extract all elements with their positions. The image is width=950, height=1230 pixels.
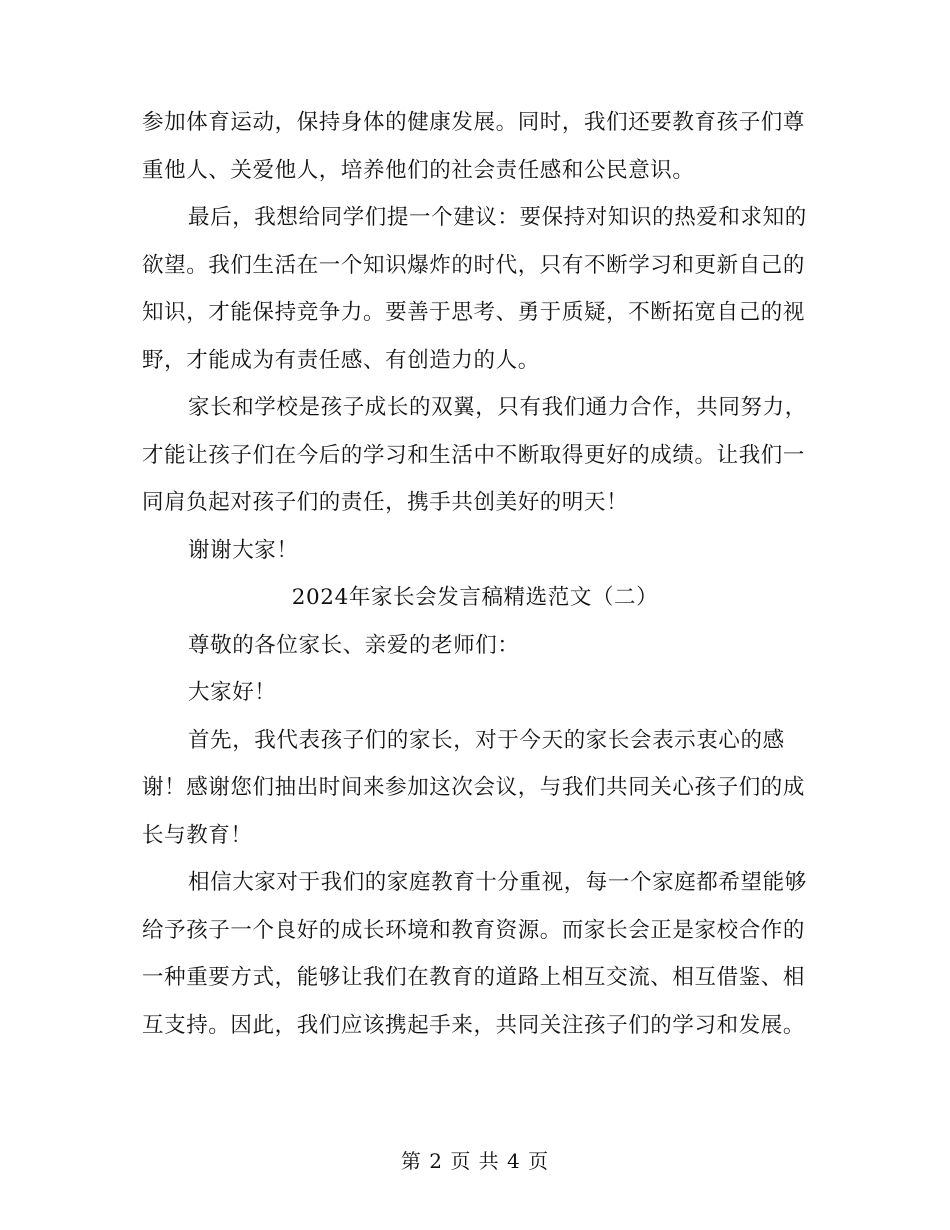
text-line: 首先，我代表孩子们的家长，对于今天的家长会表示衷心的感 [188, 727, 785, 753]
text-line: 参加体育运动，保持身体的健康发展。同时，我们还要教育孩子们尊 [142, 110, 806, 135]
text-line: 知识，才能保持竞争力。要善于思考、勇于质疑，不断拓宽自己的视 [142, 300, 806, 325]
text-line: 欲望。我们生活在一个知识爆炸的时代，只有不断学习和更新自己的 [142, 252, 806, 278]
text-line: 长与教育！ [142, 822, 253, 848]
text-line: 野，才能成为有责任感、有创造力的人。 [142, 347, 540, 373]
text-line: 谢！感谢您们抽出时间来参加这次会议，与我们共同关心孩子们的成 [142, 775, 806, 800]
text-line: 家长和学校是孩子成长的双翼，只有我们通力合作，共同努力， [188, 395, 807, 420]
text-line: 给予孩子一个良好的成长环境和教育资源。而家长会正是家校合作的 [142, 917, 806, 943]
text-line: 一种重要方式，能够让我们在教育的道路上相互交流、相互借鉴、相 [142, 965, 806, 990]
text-line: 才能让孩子们在今后的学习和生活中不断取得更好的成绩。让我们一 [142, 442, 806, 468]
text-line: 大家好！ [188, 680, 277, 705]
text-line: 互支持。因此，我们应该携起手来，共同关注孩子们的学习和发展。 [142, 1012, 806, 1038]
text-line: 重他人、关爱他人，培养他们的社会责任感和公民意识。 [142, 157, 695, 183]
section-heading: 2024年家长会发言稿精选范文（二） [291, 585, 659, 610]
text-line: 谢谢大家！ [188, 537, 299, 563]
body-text [142, 99, 808, 1049]
page-number: 第 2 页 共 4 页 [400, 1149, 550, 1173]
text-line: 尊敬的各位家长、亲爱的老师们： [188, 632, 520, 658]
text-line: 相信大家对于我们的家庭教育十分重视，每一个家庭都希望能够 [188, 870, 807, 895]
text-line: 最后，我想给同学们提一个建议：要保持对知识的热爱和求知的 [188, 205, 807, 230]
text-line: 同肩负起对孩子们的责任，携手共创美好的明天！ [142, 490, 629, 515]
